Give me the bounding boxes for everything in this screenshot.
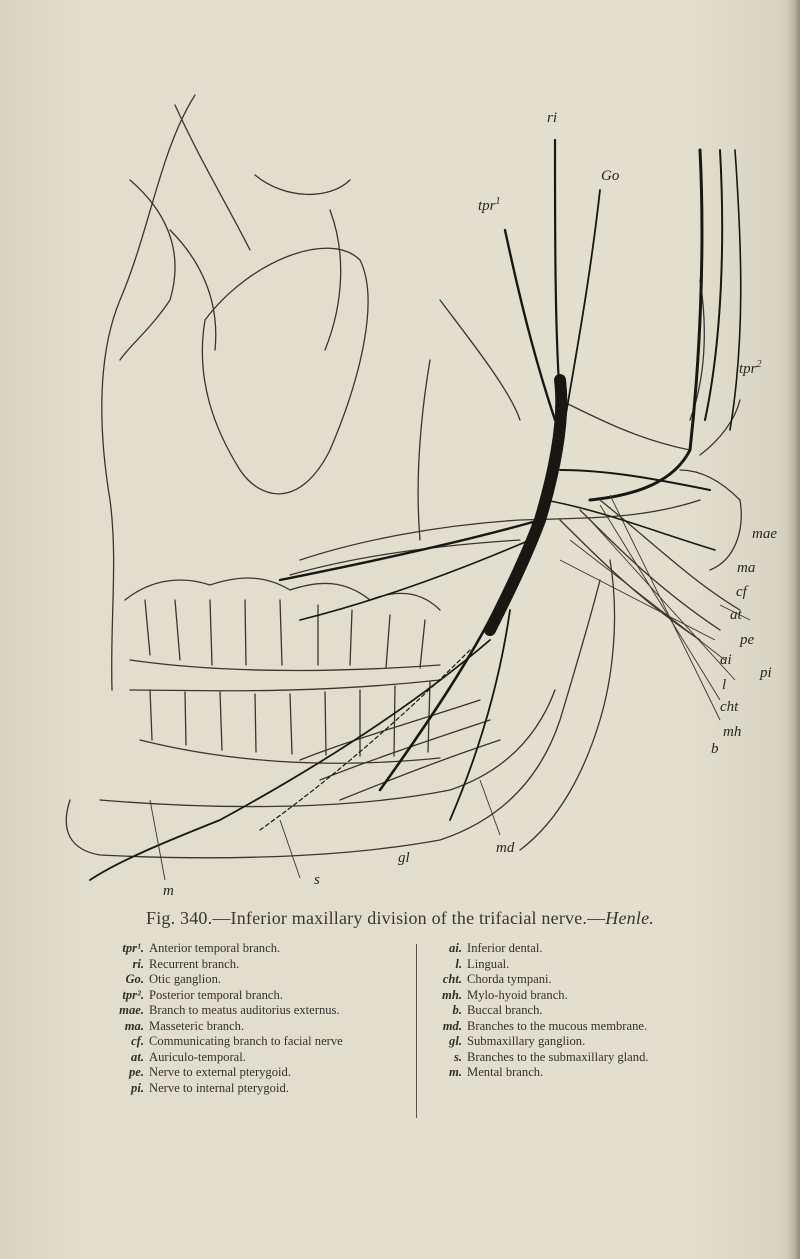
label-md: md xyxy=(496,840,515,856)
nerve-trunk xyxy=(490,380,561,630)
legend-item: md. Branches to the mucous membrane. xyxy=(442,1018,648,1033)
label-ri-top: ri xyxy=(547,110,558,126)
label-b: b xyxy=(711,741,719,757)
figure-author: Henle. xyxy=(605,908,654,928)
legend-left-column xyxy=(110,941,410,1096)
legend-item: pi. Nerve to internal pterygoid. xyxy=(131,1080,289,1095)
orbit-outline xyxy=(202,248,368,494)
nasal-outline xyxy=(120,180,175,360)
figure-number: Fig. 340. xyxy=(146,908,213,928)
legend-item: ma. Masseteric branch. xyxy=(124,1018,245,1033)
legend-item: l. Lingual. xyxy=(455,956,510,971)
label-mae: mae xyxy=(752,526,777,542)
mandible-outline xyxy=(66,580,600,858)
lower-teeth xyxy=(130,680,440,691)
label-pe: pe xyxy=(740,632,755,648)
label-gl: gl xyxy=(398,850,410,866)
column-divider xyxy=(416,944,417,1118)
upper-teeth xyxy=(125,578,440,610)
legend-item: cf. Communicating branch to facial nerve xyxy=(131,1034,343,1048)
legend-item: ri. Recurrent branch. xyxy=(132,956,240,971)
legend-item: mae. Branch to meatus auditorius externus. xyxy=(119,1003,340,1017)
legend-item: gl. Submaxillary ganglion. xyxy=(449,1034,586,1048)
label-at: at xyxy=(730,607,742,623)
legend-item: at. Auriculo-temporal. xyxy=(131,1049,246,1064)
label-cf: cf xyxy=(736,584,747,600)
label-m: m xyxy=(163,883,174,899)
label-s: s xyxy=(314,872,320,888)
legend-item: tpr². Posterior temporal branch. xyxy=(122,987,283,1002)
skull-outline xyxy=(102,95,195,690)
label-ma: ma xyxy=(737,560,756,576)
label-mh: mh xyxy=(723,724,742,740)
legend-item: pe. Nerve to external pterygoid. xyxy=(128,1065,291,1079)
legend-item: Go. Otic ganglion. xyxy=(125,972,222,986)
label-go: Go xyxy=(601,168,620,184)
label-ai: ai xyxy=(720,652,732,668)
label-l: l xyxy=(722,677,727,693)
label-cht: cht xyxy=(720,699,739,715)
legend-item: tpr¹. Anterior temporal branch. xyxy=(122,941,281,955)
legend-item: b. Buccal branch. xyxy=(452,1003,543,1017)
legend-right-column xyxy=(428,941,728,1081)
legend-item: m. Mental branch. xyxy=(449,1065,544,1079)
label-pi: pi xyxy=(760,665,772,681)
legend-item: mh. Mylo-hyoid branch. xyxy=(442,987,568,1002)
legend-item: s. Branches to the submaxillary gland. xyxy=(453,1049,649,1064)
figure-title: —Inferior maxillary division of the trifacial nerve.— xyxy=(212,908,606,928)
label-tpr2: tpr$^2$ xyxy=(739,359,762,377)
legend-item: cht. Chorda tympani. xyxy=(442,972,552,986)
figure-caption xyxy=(0,908,800,929)
legend-item: ai. Inferior dental. xyxy=(449,941,543,955)
label-tpr1: tpr$^1$ xyxy=(478,196,501,214)
